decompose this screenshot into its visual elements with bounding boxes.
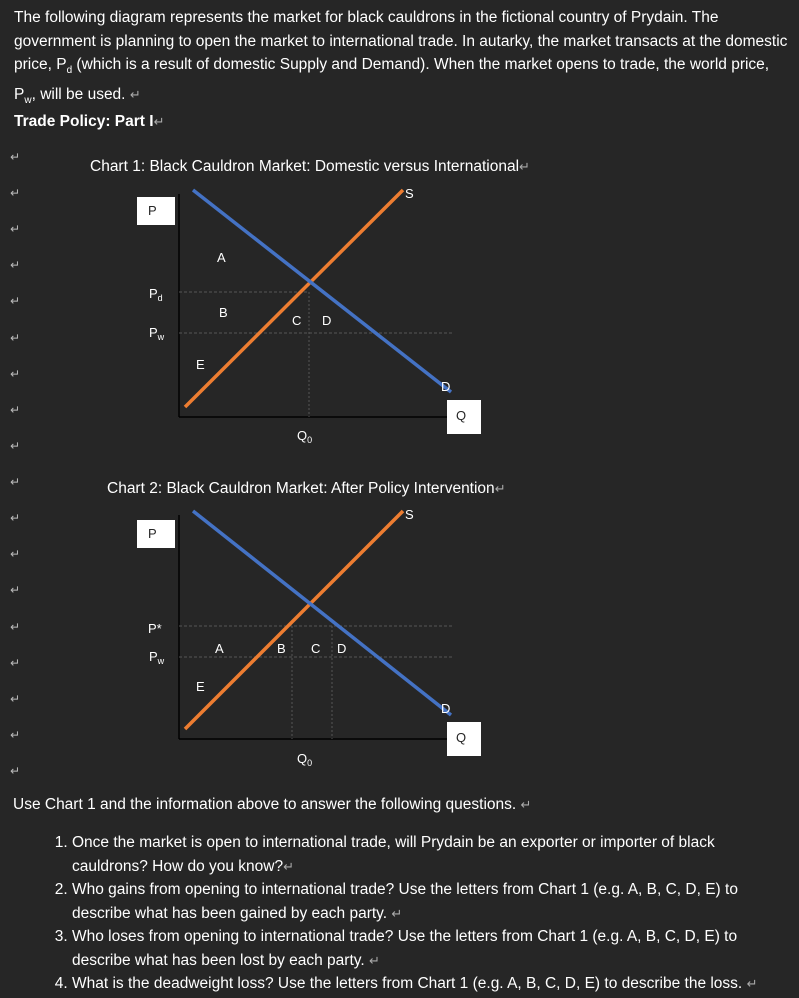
question-text: What is the deadweight loss? Use the letters from Chart 1 (e.g. A, B, C, D, E) to describe the loss. [72,975,743,992]
paragraph-mark: ↵ [519,159,530,174]
paragraph-mark: ↵ [10,367,21,381]
paragraph-mark: ↵ [10,692,21,706]
chart2-svg [133,503,491,771]
chart2-supply-curve [185,511,403,729]
paragraph-mark: ↵ [10,331,21,345]
paragraph-mark: ↵ [10,439,21,453]
question-text: Who loses from opening to international trade? Use the letters from Chart 1 (e.g. A, B, C, D, E) to describe what has been lost by each party. [72,928,738,969]
paragraph-mark: ↵ [10,656,21,670]
question-text: Who gains from opening to international trade? Use the letters from Chart 1 (e.g. A, B, C, D, E) to describe what has been gained by each party. [72,881,738,922]
heading-text: Trade Policy: Part I [14,113,154,130]
paragraph-mark: ↵ [520,797,532,812]
chart1-title-text: Chart 1: Black Cauldron Market: Domestic versus International [90,158,520,175]
paragraph-mark: ↵ [10,294,21,308]
paragraph-mark: ↵ [10,403,21,417]
questions-list [14,831,784,996]
chart2-region-a: A [215,641,224,656]
intro-paragraph [14,6,789,112]
paragraph-mark: ↵ [10,583,21,597]
paragraph-mark: ↵ [10,475,21,489]
chart1-region-e: E [196,357,205,372]
chart2-supply-label: S [405,507,414,522]
chart2-region-d: D [337,641,347,656]
paragraph-mark: ↵ [10,547,21,561]
chart2-pw-label: $P_w$ [149,649,165,666]
paragraph-mark: ↵ [129,86,141,102]
chart1-supply-curve [185,190,403,407]
chart1-pd-label: $P_d$ [149,286,163,303]
paragraph-mark: ↵ [10,150,21,164]
intro-text-part: , will be used. [31,85,126,103]
paragraph-mark: ↵ [283,858,295,874]
paragraph-mark: ↵ [494,481,506,496]
paragraph-mark: ↵ [10,258,21,272]
paragraph-mark: ↵ [368,952,380,968]
chart1-q0-label: $Q_0$ [297,428,313,445]
paragraph-mark: ↵ [10,764,21,778]
question-item [72,878,784,925]
chart2-q0-label: $Q_0$ [297,751,313,768]
question-item [72,831,784,878]
chart1-supply-label: S [405,186,414,201]
question-item [72,925,784,972]
paragraph-mark: ↵ [10,511,21,525]
paragraph-mark: ↵ [10,222,21,236]
intro-subscript: d [66,65,73,77]
intro-subscript: w [24,94,32,106]
section-heading [14,113,164,131]
chart2-region-e: E [196,679,205,694]
chart2-p-label: P [148,526,157,541]
chart2-title-text: Chart 2: Black Cauldron Market: After Policy Intervention [107,480,495,497]
paragraph-mark: ↵ [746,976,758,991]
chart1-pw-label: $P_w$ [149,325,165,342]
paragraph-mark: ↵ [391,905,403,921]
paragraph-mark: ↵ [10,728,21,742]
question-text: Once the market is open to international trade, will Prydain be an exporter or importer of black cauldrons? How do you know? [72,834,715,875]
chart1-demand-label: D [441,379,451,394]
chart2-region-b: B [277,641,286,656]
chart1-svg [133,182,491,447]
chart1 [133,182,491,447]
paragraph-mark: ↵ [10,186,21,200]
chart1-region-a: A [217,250,226,265]
intro-text-part: (which is a result of domestic Supply and Demand). When the market opens to trade, the world price, P [14,56,770,103]
paragraph-mark: ↵ [10,620,21,634]
chart2-pstar-label: P* [148,621,162,636]
intro-text-part: The following diagram represents the market for black cauldrons in the fictional country of Prydain. The government is planning to open the market to international trade. In autarky, the market transacts at the domestic price, P [14,9,788,73]
chart1-region-d: D [322,313,332,328]
questions-intro-text: Use Chart 1 and the information above to answer the following questions. [13,796,517,813]
chart1-region-b: B [219,305,228,320]
chart2-q-label: Q [456,730,467,745]
chart1-title [90,158,530,176]
chart1-q-label: Q [456,408,467,423]
chart2 [133,503,491,771]
chart2-demand-label: D [441,701,451,716]
chart1-p-label: P [148,203,157,218]
chart1-region-c: C [292,313,302,328]
chart2-title [107,480,506,498]
paragraph-mark: ↵ [153,114,165,129]
chart2-region-c: C [311,641,321,656]
question-item [72,972,784,996]
questions-intro [13,796,531,814]
